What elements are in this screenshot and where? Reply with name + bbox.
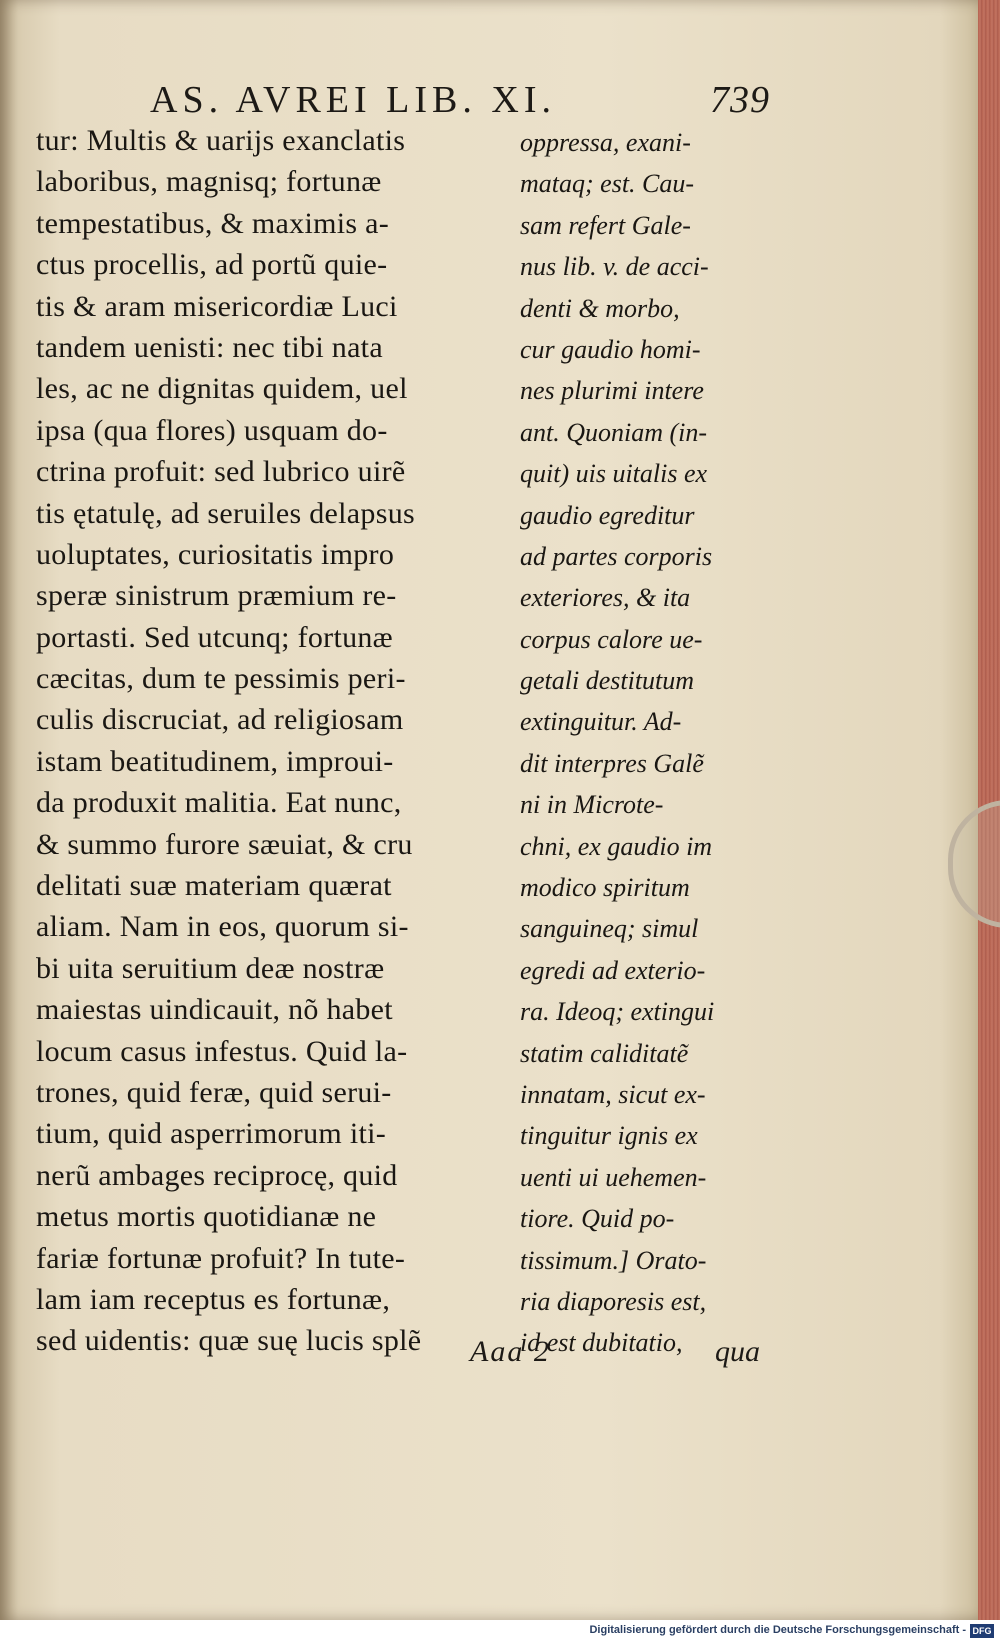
dfg-logo: DFG bbox=[970, 1624, 994, 1638]
main-text-column bbox=[36, 120, 506, 1362]
catchline bbox=[470, 1335, 760, 1375]
main-text-line: sed uidentis: quæ suę lucis splẽ bbox=[36, 1324, 422, 1358]
gloss-line: chni, ex gaudio im bbox=[520, 831, 713, 861]
main-text-line: culis discruciat, ad religiosam bbox=[36, 703, 404, 737]
main-text-line: portasti. Sed utcunq; fortunæ bbox=[36, 620, 393, 654]
gloss-line: ria diaporesis est, bbox=[520, 1286, 707, 1316]
main-text-line: da produxit malitia. Eat nunc, bbox=[36, 786, 402, 820]
main-text-line: nerũ ambages reciprocę, quid bbox=[36, 1158, 398, 1192]
main-text-line: delitati suæ materiam quærat bbox=[36, 869, 392, 903]
main-text-line: ctrina profuit: sed lubrico uirẽ bbox=[36, 455, 406, 489]
gloss-line: ra. Ideoq; extingui bbox=[520, 997, 715, 1027]
gloss-line: quit) uis uitalis ex bbox=[520, 459, 708, 489]
footer-credit: Digitalisierung gefördert durch die Deutsche Forschungsgemeinschaft - bbox=[589, 1624, 966, 1636]
main-text-line: & summo furore sæuiat, & cru bbox=[36, 827, 413, 861]
main-text-line: aliam. Nam in eos, quorum si- bbox=[36, 910, 409, 944]
gloss-line: ni in Microte- bbox=[520, 790, 664, 820]
main-text-line: cæcitas, dum te pessimis peri- bbox=[36, 662, 406, 696]
folio-number: 739 bbox=[710, 79, 770, 121]
gloss-line: gaudio egreditur bbox=[520, 500, 695, 530]
gloss-line: uenti ui uehemen- bbox=[520, 1162, 707, 1192]
main-text-line: maiestas uindicauit, nõ habet bbox=[36, 993, 393, 1027]
gloss-line: innatam, sicut ex- bbox=[520, 1079, 706, 1109]
gloss-line: dit interpres Galẽ bbox=[520, 748, 704, 778]
main-text-line: uoluptates, curiositatis impro bbox=[36, 537, 395, 571]
main-text-line: locum casus infestus. Quid la- bbox=[36, 1034, 408, 1068]
gloss-line: id est dubitatio, bbox=[520, 1328, 683, 1358]
gloss-line: oppressa, exani- bbox=[520, 128, 691, 157]
gloss-line: modico spiritum bbox=[520, 873, 690, 903]
gloss-line: mataq; est. Cau- bbox=[520, 169, 695, 199]
gloss-line: statim caliditatẽ bbox=[520, 1038, 689, 1068]
main-text-line: fariæ fortunæ profuit? In tute- bbox=[36, 1241, 406, 1275]
main-text-line: tis & aram misericordiæ Luci bbox=[36, 289, 398, 323]
gloss-line: cur gaudio homi- bbox=[520, 334, 701, 364]
gloss-line: extinguitur. Ad- bbox=[520, 707, 682, 737]
main-text-line: tandem uenisti: nec tibi nata bbox=[36, 330, 383, 364]
gloss-line: sam refert Gale- bbox=[520, 210, 691, 240]
gloss-line: tissimum.] Orato- bbox=[520, 1245, 707, 1275]
main-text-line: trones, quid feræ, quid serui- bbox=[36, 1075, 392, 1109]
running-head-title: AS. AVREI LIB. XI. bbox=[150, 79, 556, 121]
main-text-line: tium, quid asperrimorum iti- bbox=[36, 1117, 387, 1151]
main-text-line: ipsa (qua flores) usquam do- bbox=[36, 413, 388, 447]
gloss-line: exteriores, & ita bbox=[520, 583, 691, 613]
running-head bbox=[150, 78, 770, 121]
main-text-line: tempestatibus, & maximis a- bbox=[36, 206, 390, 240]
gloss-line: denti & morbo, bbox=[520, 293, 680, 323]
main-text-line: istam beatitudinem, improui- bbox=[36, 744, 394, 778]
gloss-line: ant. Quoniam (in- bbox=[520, 417, 708, 447]
main-text-line: bi uita seruitium deæ nostræ bbox=[36, 951, 385, 985]
main-text-line: lam iam receptus es fortunæ, bbox=[36, 1282, 391, 1316]
gloss-line: ad partes corporis bbox=[520, 541, 713, 571]
gloss-line: getali destitutum bbox=[520, 666, 695, 696]
gloss-line: egredi ad exterio- bbox=[520, 955, 706, 985]
main-text-line: speræ sinistrum præmium re- bbox=[36, 579, 397, 613]
main-text-line: les, ac ne dignitas quidem, uel bbox=[36, 372, 408, 406]
marginal-gloss-column bbox=[520, 122, 752, 1364]
gloss-line: corpus calore ue- bbox=[520, 624, 703, 654]
main-text-line: tis ętatulę, ad seruiles delapsus bbox=[36, 496, 415, 530]
main-text-line: metus mortis quotidianæ ne bbox=[36, 1200, 377, 1234]
main-text-line: ctus procellis, ad portũ quie- bbox=[36, 248, 388, 282]
gloss-line: nes plurimi intere bbox=[520, 376, 704, 406]
gloss-line: nus lib. v. de acci- bbox=[520, 252, 709, 282]
gloss-line: tinguitur ignis ex bbox=[520, 1121, 698, 1151]
catchword: qua bbox=[715, 1335, 760, 1368]
signature-mark: Aaa 2 bbox=[470, 1335, 551, 1368]
gloss-line: tiore. Quid po- bbox=[520, 1204, 675, 1234]
gloss-line: sanguineq; simul bbox=[520, 914, 699, 944]
footer-bar bbox=[0, 1620, 1000, 1644]
main-text-line: laboribus, magnisq; fortunæ bbox=[36, 165, 382, 199]
main-text-line: tur: Multis & uarijs exanclatis bbox=[36, 124, 406, 157]
